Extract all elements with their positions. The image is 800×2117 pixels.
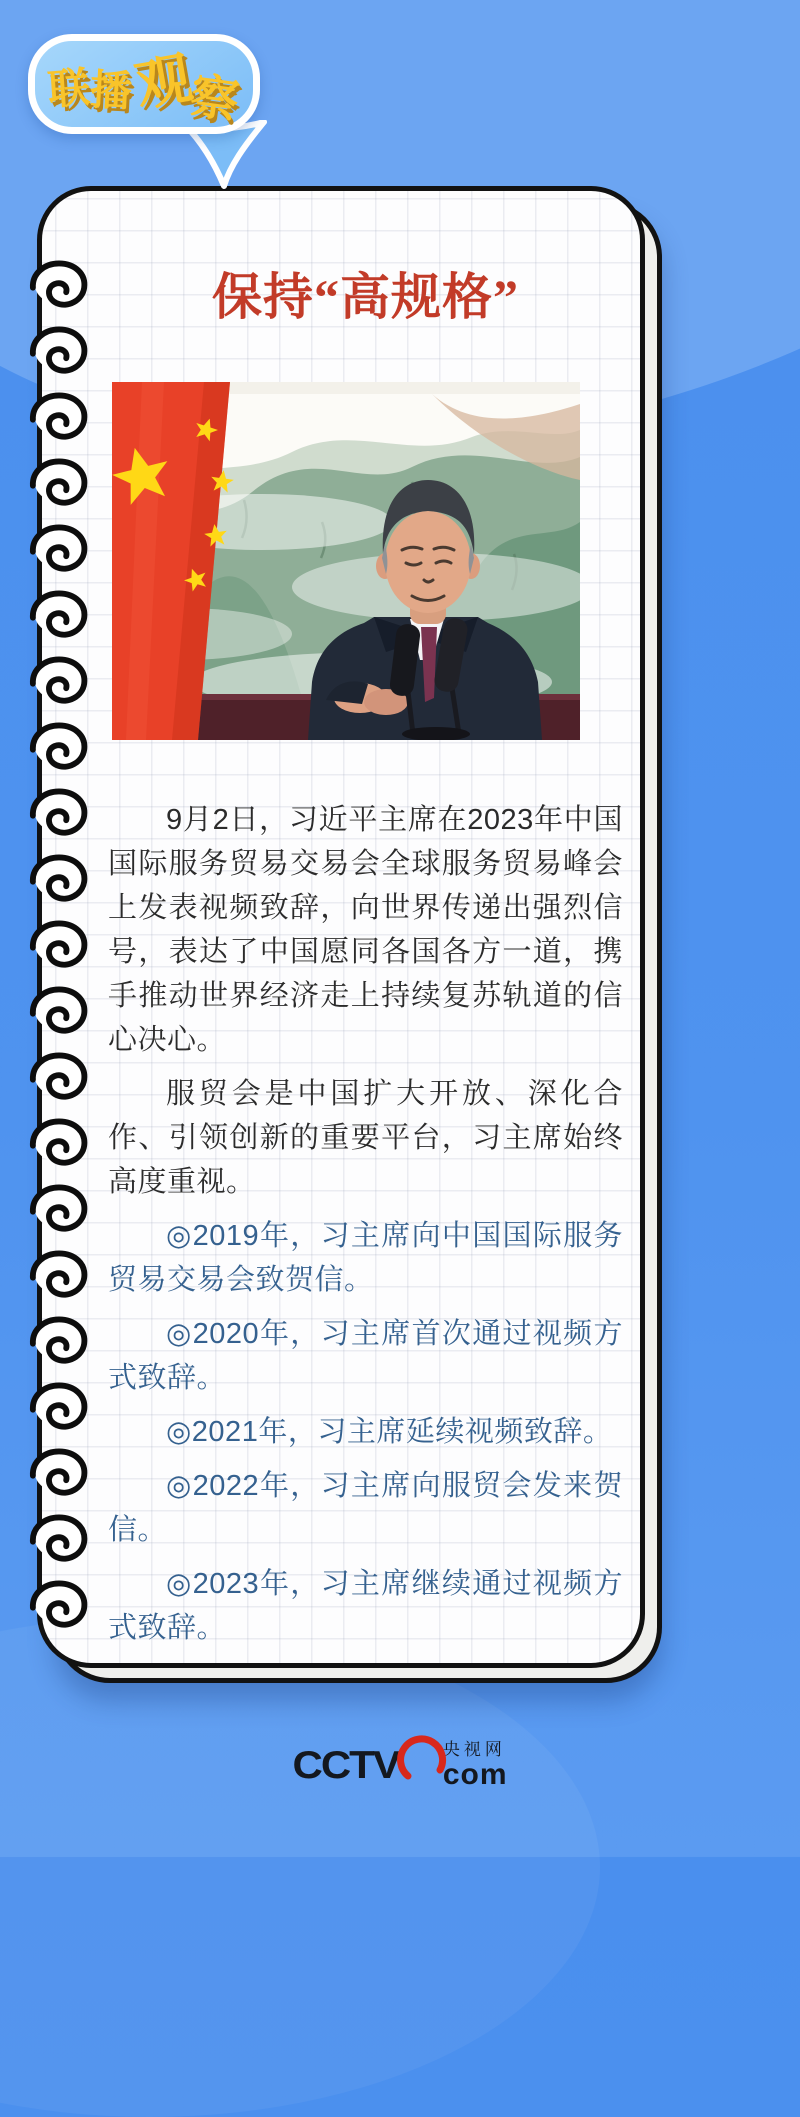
logo-char: 播 [88,65,134,116]
lianbo-guancha-logo [28,34,260,134]
card-title: 保持“高规格” [212,269,519,325]
timeline-item-2023: ◎2023年，习主席继续通过视频方式致辞。 [108,1568,623,1644]
notebook-content [47,196,635,1658]
background-soft-shape [0,1617,600,2117]
logo-char: 观 [130,45,197,118]
cctv-logo [0,1738,800,1792]
speech-bubble [28,34,260,134]
site-name-com: com [442,1757,508,1791]
timeline-item-2022: ◎2022年，习主席向服贸会发来贺信。 [108,1470,623,1546]
cctv-wordmark: CCTV [292,1742,399,1787]
timeline-item-2019: ◎2019年，习主席向中国国际服务贸易交易会致贺信。 [108,1220,623,1296]
body-paragraph: 9月2日，习近平主席在2023年中国国际服务贸易交易会全球服务贸易峰会上发表视频致辞，向世界传递出强烈信号，表达了中国愿同各国各方一道，携手推动世界经济走上持续复苏轨道的信心决心。 [108,804,623,1056]
face [385,511,471,613]
logo-char: 察 [186,69,242,129]
timeline-item-2020: ◎2020年，习主席首次通过视频方式致辞。 [108,1318,623,1394]
site-name-cn: 央视网 [442,1739,506,1759]
body-paragraph: 服贸会是中国扩大开放、深化合作、引领创新的重要平台，习主席始终高度重视。 [108,1078,623,1198]
photo-speech-scene [112,382,580,740]
cctv-red-arc-icon [395,1732,449,1786]
timeline-item-2021: ◎2021年，习主席延续视频致辞。 [166,1416,613,1448]
logo-char: 联 [46,63,92,114]
notebook-card [37,186,645,1668]
logo-text [46,45,242,129]
site-name [443,1741,508,1790]
notebook-page [37,186,645,1668]
